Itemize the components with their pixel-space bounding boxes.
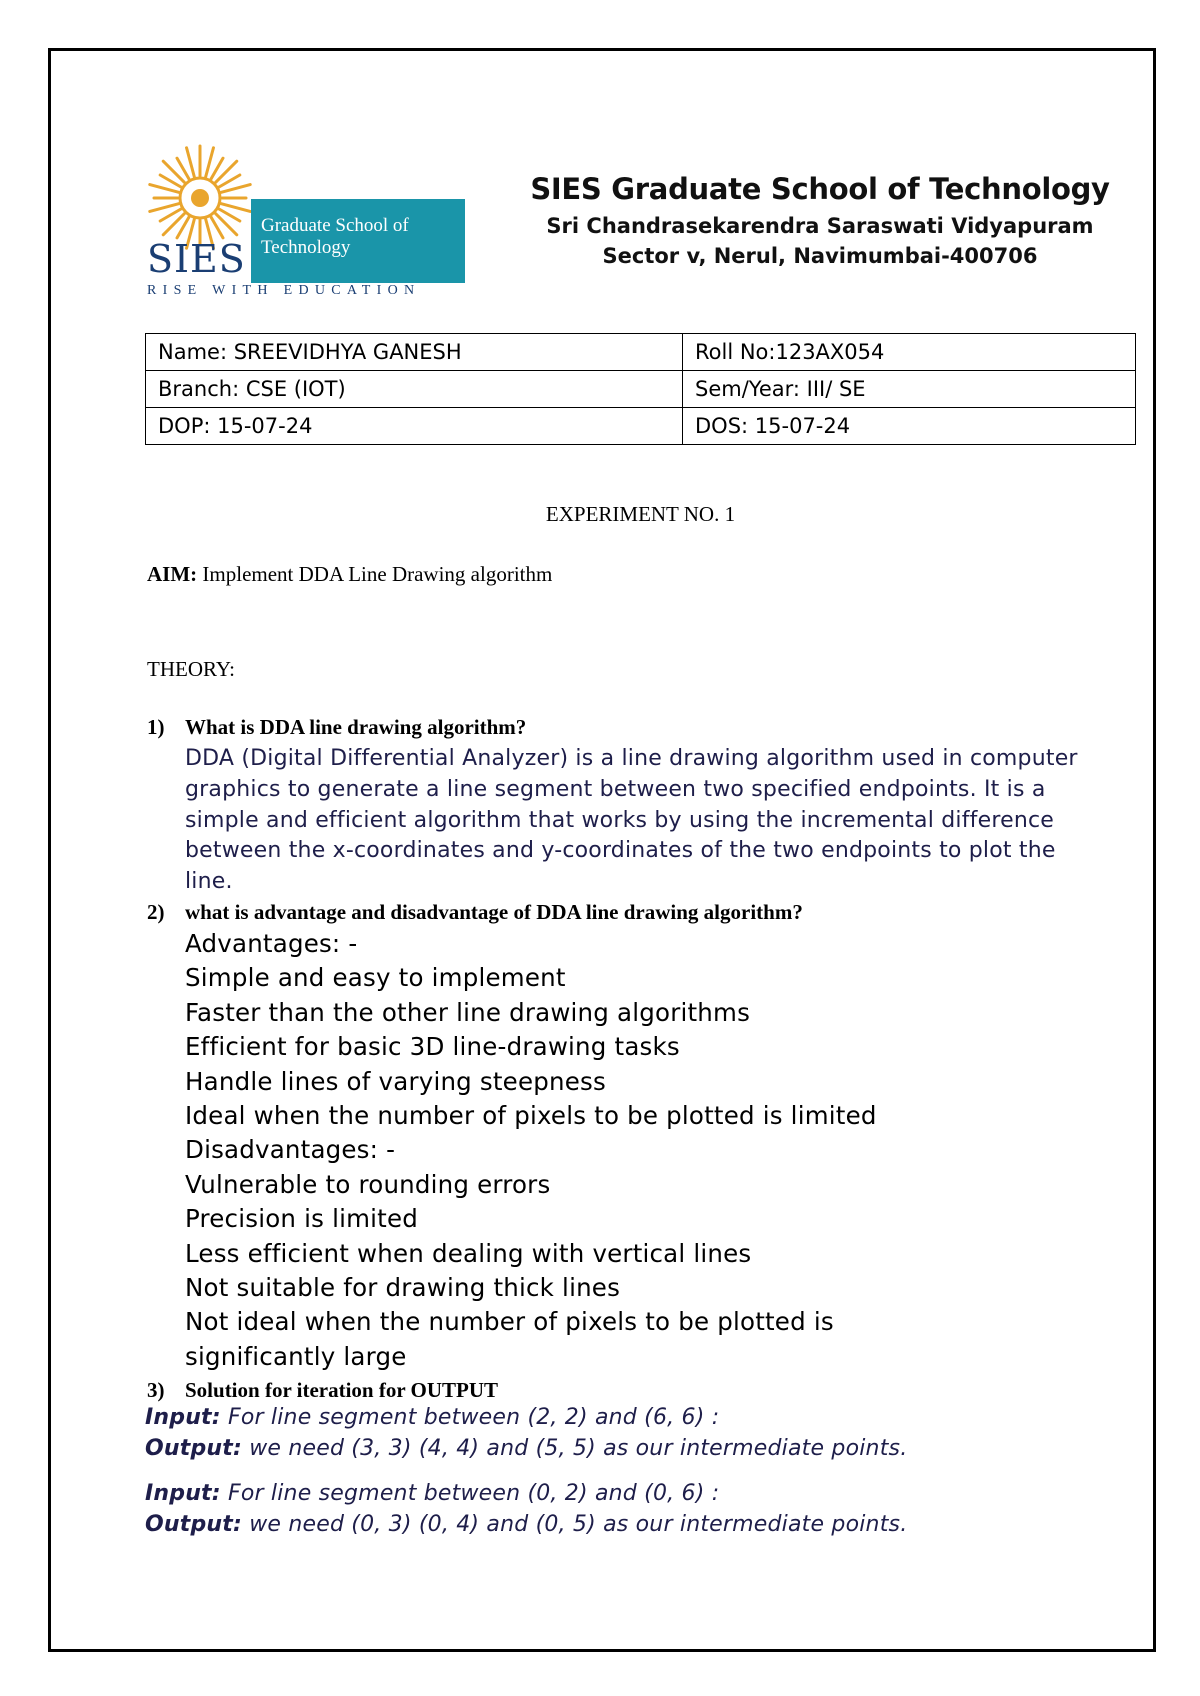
question-number: 1) — [147, 715, 165, 739]
list-item: Not suitable for drawing thick lines — [185, 1273, 621, 1303]
table-row — [146, 371, 1136, 408]
logo-box-line1: Graduate School of — [261, 215, 409, 236]
question-text: What is DDA line drawing algorithm? — [185, 715, 527, 739]
branch-cell: Branch: CSE (IOT) — [146, 371, 683, 408]
list-item: Precision is limited — [185, 1204, 418, 1234]
list-item: Faster than the other line drawing algorithms — [185, 997, 751, 1027]
list-item: Less efficient when dealing with vertical lines — [185, 1238, 752, 1268]
dop-cell: DOP: 15-07-24 — [146, 408, 683, 445]
list-item: Not ideal when the number of pixels to be plotted is — [185, 1307, 834, 1337]
input-label: Input: — [145, 1481, 221, 1506]
list-item: Handle lines of varying steepness — [185, 1066, 606, 1096]
question-text: Solution for iteration for OUTPUT — [185, 1378, 499, 1402]
input-text: For line segment between (0, 2) and (0, 6) : — [220, 1481, 720, 1506]
list-item: Vulnerable to rounding errors — [185, 1169, 551, 1199]
logo-sies-text: SIES — [147, 237, 246, 281]
institution-header — [500, 172, 1140, 268]
input-text: For line segment between (2, 2) and (6, 6) : — [220, 1405, 720, 1430]
address-line2: Sector v, Nerul, Navimumbai-400706 — [602, 244, 1038, 268]
table-row — [146, 334, 1136, 371]
question-2 — [147, 900, 803, 925]
roll-cell: Roll No:123AX054 — [683, 334, 1136, 371]
example-2-output — [145, 1512, 907, 1537]
answer-1: DDA (Digital Differential Analyzer) is a line drawing algorithm used in computer graphics to generate a line segment between two specified endpoints. It is a simple and efficient algorithm that works by using the incremental difference between the x-coordinates and y-coordinates of the two endpoints to plot the line. — [185, 746, 1078, 895]
example-2-input — [145, 1481, 719, 1506]
logo-box-line2: Technology — [261, 237, 351, 258]
logo-tagline: RISE WITH EDUCATION — [147, 283, 421, 298]
question-3 — [147, 1378, 498, 1403]
example-1-input — [145, 1405, 719, 1430]
disadvantages-heading: Disadvantages: - — [185, 1135, 396, 1165]
student-info-table — [145, 333, 1136, 445]
example-1-output — [145, 1436, 907, 1461]
output-text: we need (0, 3) (0, 4) and (0, 5) as our intermediate points. — [242, 1512, 908, 1537]
output-text: we need (3, 3) (4, 4) and (5, 5) as our intermediate points. — [242, 1436, 908, 1461]
question-1 — [147, 715, 526, 740]
question-number: 2) — [147, 900, 165, 924]
aim-label: AIM: — [147, 562, 198, 586]
output-label: Output: — [145, 1436, 243, 1461]
output-label: Output: — [145, 1512, 243, 1537]
name-cell: Name: SREEVIDHYA GANESH — [146, 334, 683, 371]
institution-name: SIES Graduate School of Technology — [530, 172, 1110, 206]
sies-logo — [145, 143, 465, 303]
theory-label: THEORY: — [147, 657, 235, 681]
advantages-heading: Advantages: - — [185, 929, 358, 958]
question-text: what is advantage and disadvantage of DDA line drawing algorithm? — [185, 900, 803, 924]
aim-line — [147, 562, 552, 587]
experiment-title: EXPERIMENT NO. 1 — [545, 502, 736, 526]
list-item: Ideal when the number of pixels to be plotted is limited — [185, 1101, 877, 1131]
adv-disadv-list — [185, 927, 877, 1374]
logo-teal-box — [251, 199, 465, 283]
list-item: significantly large — [185, 1341, 407, 1371]
dos-cell: DOS: 15-07-24 — [683, 408, 1136, 445]
list-item: Simple and easy to implement — [185, 963, 566, 993]
list-item: Efficient for basic 3D line-drawing tasks — [185, 1032, 680, 1062]
aim-text: Implement DDA Line Drawing algorithm — [197, 562, 553, 586]
address-line1: Sri Chandrasekarendra Saraswati Vidyapuram — [546, 214, 1094, 238]
table-row — [146, 408, 1136, 445]
sem-cell: Sem/Year: III/ SE — [683, 371, 1136, 408]
question-number: 3) — [147, 1378, 165, 1402]
input-label: Input: — [145, 1405, 221, 1430]
